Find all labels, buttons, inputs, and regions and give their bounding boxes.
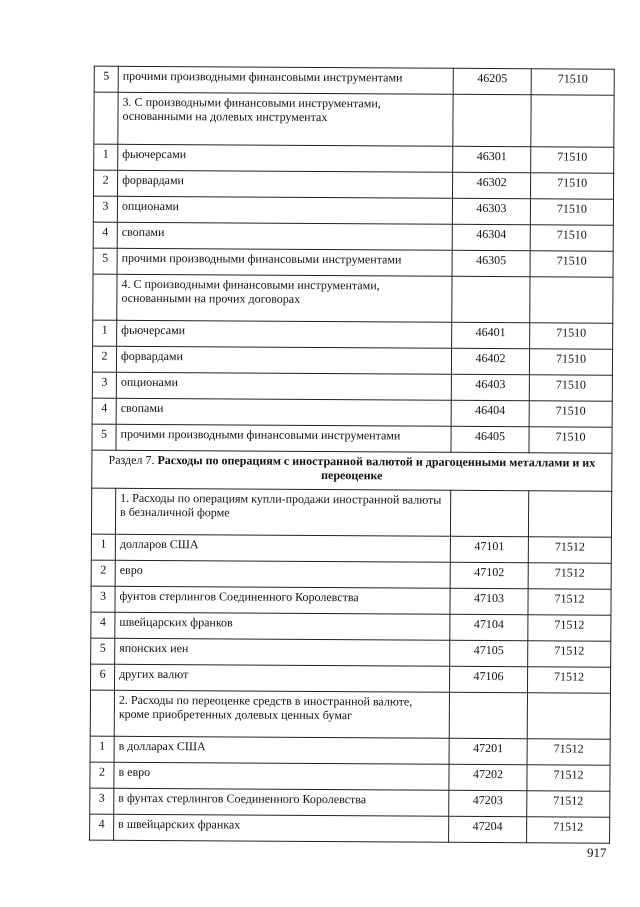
row-code: 47101 xyxy=(450,536,528,562)
row-symbol: 71512 xyxy=(527,667,610,694)
row-number: 4 xyxy=(90,814,114,840)
empty-cell xyxy=(449,692,527,738)
table-row xyxy=(93,248,613,277)
table-row xyxy=(93,320,613,349)
row-code: 47105 xyxy=(450,640,528,666)
row-name: в фунтах стерлингов Соединенного Королевства xyxy=(114,788,449,816)
row-symbol: 71510 xyxy=(529,375,612,402)
row-code: 47204 xyxy=(449,816,527,842)
row-symbol: 71510 xyxy=(530,323,613,350)
table-row xyxy=(90,788,610,817)
row-number: 1 xyxy=(93,320,117,346)
row-name: прочими производными финансовыми инструментами xyxy=(116,424,451,452)
row-code: 46302 xyxy=(453,172,531,198)
row-number: 2 xyxy=(91,560,115,586)
row-name: форвардами xyxy=(116,346,451,374)
row-number: 3 xyxy=(90,788,114,814)
row-number: 1 xyxy=(94,144,118,170)
row-name: прочими производными финансовыми инструментами xyxy=(117,248,452,276)
row-name: евро xyxy=(115,560,450,588)
row-symbol: 71510 xyxy=(529,349,612,376)
empty-cell xyxy=(450,490,528,536)
row-symbol: 71512 xyxy=(528,615,611,642)
row-number: 3 xyxy=(92,372,116,398)
section-header-row xyxy=(92,450,612,491)
row-name: в швейцарских франках xyxy=(114,814,449,842)
table-row xyxy=(94,170,614,199)
empty-cell xyxy=(531,95,614,148)
row-code: 47202 xyxy=(449,764,527,790)
group-header-row xyxy=(90,690,610,739)
page-number: 917 xyxy=(587,845,607,860)
row-symbol: 71510 xyxy=(531,69,614,96)
table-row xyxy=(91,586,611,615)
row-code: 46205 xyxy=(453,68,531,94)
row-symbol: 71512 xyxy=(527,739,610,766)
row-name: в долларах США xyxy=(114,736,449,764)
table-row xyxy=(92,346,612,375)
row-number: 3 xyxy=(91,586,115,612)
group-header-row xyxy=(93,274,613,323)
row-name: в евро xyxy=(114,762,449,790)
row-symbol: 71510 xyxy=(531,147,614,174)
empty-cell xyxy=(453,94,531,146)
table-row xyxy=(91,638,611,667)
table-row xyxy=(94,66,614,95)
table-row xyxy=(93,196,613,225)
row-name: японских иен xyxy=(115,638,450,666)
section-heading: Расходы по операциям с иностранной валютой и драгоценными металлами и их переоценке xyxy=(157,453,596,483)
row-symbol: 71510 xyxy=(529,401,612,428)
row-symbol: 71510 xyxy=(530,199,613,226)
group-title: 2. Расходы по переоценке средств в иностранной валюте, кроме приобретенных долевых ценных бумаг xyxy=(114,690,449,738)
table-row xyxy=(94,144,614,173)
empty-cell xyxy=(452,276,530,322)
table-row xyxy=(90,664,610,693)
row-number: 6 xyxy=(90,664,114,690)
group-header-row xyxy=(94,92,614,147)
row-code: 47104 xyxy=(450,614,528,640)
row-symbol: 71512 xyxy=(527,791,610,818)
section-prefix: Раздел 7. xyxy=(108,452,158,468)
row-code: 46303 xyxy=(452,198,530,224)
row-number: 2 xyxy=(92,346,116,372)
group-header-row xyxy=(91,488,611,537)
row-symbol: 71510 xyxy=(530,251,613,278)
row-code: 47106 xyxy=(449,666,527,692)
table-row xyxy=(90,814,610,843)
row-number: 1 xyxy=(91,534,115,560)
row-code: 46304 xyxy=(452,224,530,250)
row-name: свопами xyxy=(117,222,452,250)
row-symbol: 71512 xyxy=(527,765,610,792)
table-row xyxy=(92,398,612,427)
row-name: швейцарских франков xyxy=(115,612,450,640)
empty-cell xyxy=(91,488,115,534)
row-symbol: 71512 xyxy=(528,563,611,590)
row-code: 46404 xyxy=(451,400,529,426)
empty-cell xyxy=(528,491,611,538)
row-code: 47203 xyxy=(449,790,527,816)
table-row xyxy=(91,534,611,563)
empty-cell xyxy=(93,274,117,320)
row-number: 1 xyxy=(90,736,114,762)
row-code: 46305 xyxy=(452,250,530,276)
row-symbol: 71510 xyxy=(530,225,613,252)
empty-cell xyxy=(527,693,610,740)
row-number: 4 xyxy=(92,398,116,424)
row-number: 5 xyxy=(94,66,118,92)
row-number: 5 xyxy=(91,638,115,664)
row-symbol: 71512 xyxy=(528,589,611,616)
row-code: 47201 xyxy=(449,738,527,764)
row-symbol: 71512 xyxy=(527,817,610,844)
empty-cell xyxy=(90,690,114,736)
row-code: 46405 xyxy=(451,426,529,452)
table-row xyxy=(93,222,613,251)
row-name: фьючерсами xyxy=(117,320,452,348)
row-code: 47102 xyxy=(450,562,528,588)
row-number: 4 xyxy=(93,222,117,248)
account-codes-table xyxy=(89,66,615,844)
table-row xyxy=(92,372,612,401)
row-number: 5 xyxy=(92,424,116,450)
row-name: форвардами xyxy=(118,170,453,198)
row-number: 5 xyxy=(93,248,117,274)
row-name: свопами xyxy=(116,398,451,426)
group-title: 4. С производными финансовыми инструментами, основанными на прочих договорах xyxy=(117,274,452,322)
row-code: 46402 xyxy=(451,348,529,374)
row-code: 46401 xyxy=(452,322,530,348)
table-row xyxy=(90,736,610,765)
row-number: 3 xyxy=(93,196,117,222)
table-row xyxy=(90,762,610,791)
row-code: 47103 xyxy=(450,588,528,614)
table-row xyxy=(91,560,611,589)
row-code: 46301 xyxy=(453,146,531,172)
row-name: фьючерсами xyxy=(118,144,453,172)
group-title: 1. Расходы по операциям купли-продажи иностранной валюты в безналичной форме xyxy=(115,488,450,536)
row-number: 2 xyxy=(90,762,114,788)
row-symbol: 71512 xyxy=(528,537,611,564)
table-body xyxy=(90,66,615,843)
row-name: фунтов стерлингов Соединенного Королевства xyxy=(115,586,450,614)
row-name: опционами xyxy=(117,196,452,224)
empty-cell xyxy=(530,277,613,324)
empty-cell xyxy=(94,92,118,144)
row-symbol: 71510 xyxy=(531,173,614,200)
row-name: других валют xyxy=(114,664,449,692)
row-name: прочими производными финансовыми инструментами xyxy=(118,66,453,94)
group-title: 3. С производными финансовыми инструментами, основанными на долевых инструментах xyxy=(118,92,453,146)
row-number: 2 xyxy=(94,170,118,196)
row-name: опционами xyxy=(116,372,451,400)
row-symbol: 71510 xyxy=(529,427,612,454)
section-title xyxy=(92,450,612,491)
table-row xyxy=(92,424,612,453)
row-symbol: 71512 xyxy=(528,641,611,668)
row-number: 4 xyxy=(91,612,115,638)
table-row xyxy=(91,612,611,641)
row-code: 46403 xyxy=(451,374,529,400)
row-name: долларов США xyxy=(115,534,450,562)
